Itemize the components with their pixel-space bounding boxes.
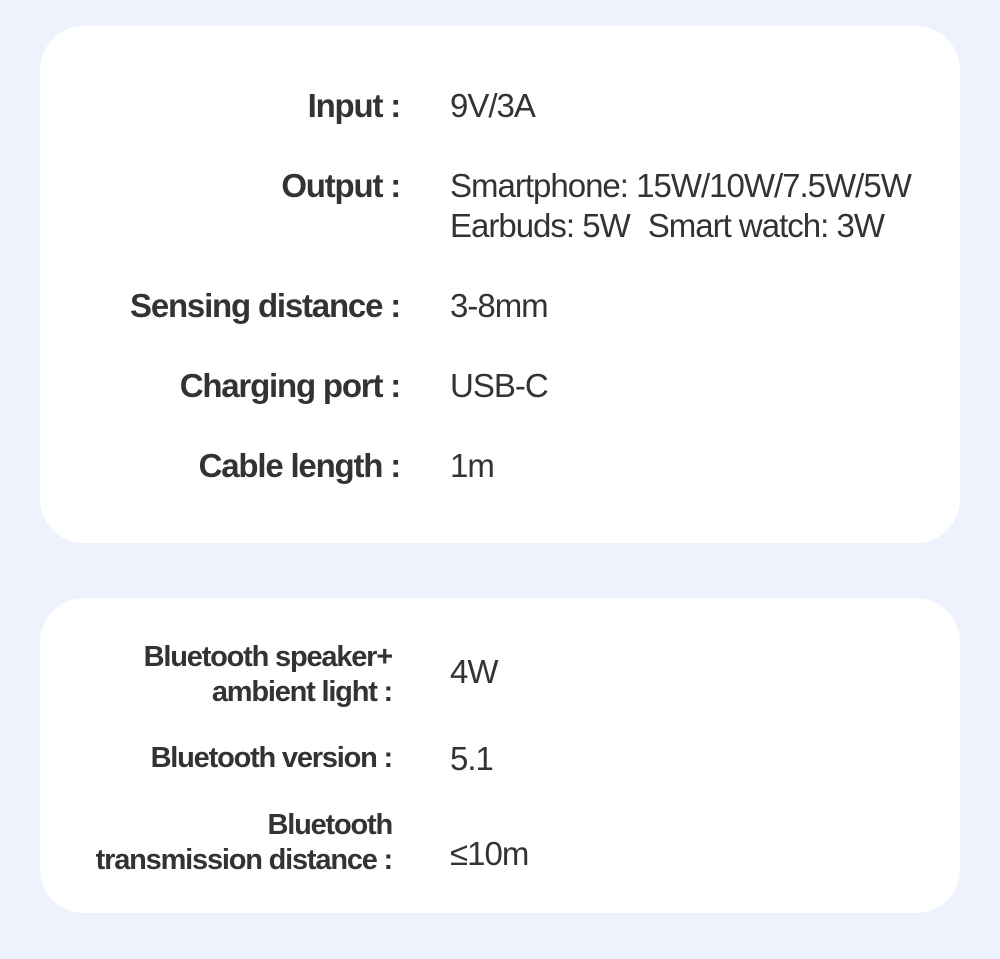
specs-card-bluetooth (40, 598, 960, 913)
spec-value-bluetooth-transmission: ≤10m (450, 835, 529, 872)
spec-value-output-smart-watch: Smart watch: 3W (647, 207, 884, 244)
spec-label-bluetooth-transmission-line2: transmission distance : (95, 844, 392, 876)
spec-value-output (450, 166, 911, 246)
spec-label-bluetooth-version: Bluetooth version : (150, 742, 392, 774)
spec-value-input: 9V/3A (450, 87, 535, 124)
spec-value-sensing-distance: 3-8mm (450, 287, 548, 324)
spec-value-output-earbuds: Earbuds: 5W (450, 207, 630, 244)
spec-value-output-smartphone: Smartphone: 15W/10W/7.5W/5W (450, 167, 911, 204)
spec-label-cable-length: Cable length : (198, 447, 400, 484)
spec-label-bluetooth-transmission (96, 808, 392, 878)
spec-label-input: Input : (307, 87, 400, 124)
spec-label-output: Output : (281, 167, 400, 204)
spec-label-bluetooth-speaker-line2: ambient light : (211, 676, 392, 708)
spec-label-sensing-distance: Sensing distance : (130, 287, 400, 324)
spec-value-output-accessories (450, 206, 911, 246)
spec-label-charging-port: Charging port : (179, 367, 400, 404)
spec-value-bluetooth-version: 5.1 (450, 740, 493, 777)
spec-value-cable-length: 1m (450, 447, 494, 484)
spec-label-bluetooth-transmission-line1: Bluetooth (267, 809, 392, 841)
specs-card-primary (40, 26, 960, 543)
spec-value-bluetooth-speaker: 4W (450, 653, 498, 690)
spec-label-bluetooth-speaker (144, 640, 392, 710)
spec-label-bluetooth-speaker-line1: Bluetooth speaker+ (143, 641, 392, 673)
spec-value-charging-port: USB-C (450, 367, 548, 404)
